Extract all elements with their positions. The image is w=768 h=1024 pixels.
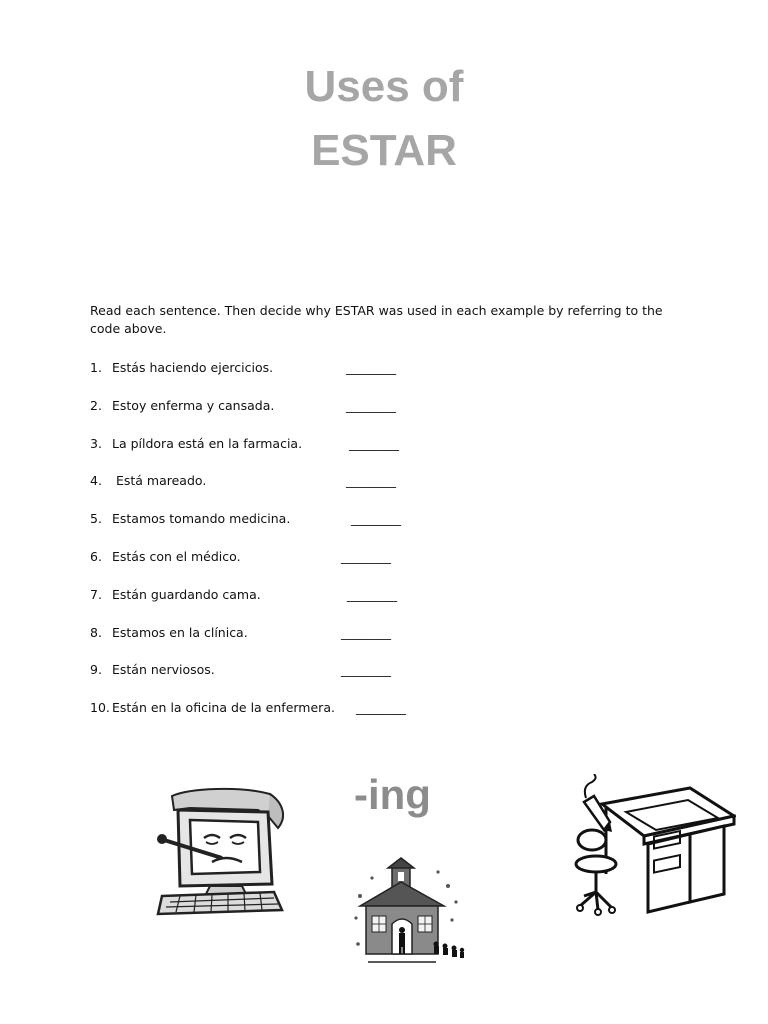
item-number: 8. bbox=[90, 625, 102, 640]
item-sentence: La píldora está en la farmacia. bbox=[112, 436, 303, 451]
exercise-item bbox=[90, 623, 391, 643]
item-sentence: Estoy enferma y cansada. bbox=[112, 398, 275, 413]
answer-blank[interactable]: ________ bbox=[351, 511, 401, 526]
item-number: 5. bbox=[90, 511, 102, 526]
answer-blank[interactable]: ________ bbox=[349, 436, 399, 451]
item-number: 7. bbox=[90, 587, 102, 602]
title-line-2: ESTAR bbox=[311, 126, 457, 175]
answer-blank[interactable]: ________ bbox=[341, 549, 391, 564]
answer-blank[interactable]: ________ bbox=[341, 662, 391, 677]
exercise-item bbox=[90, 660, 391, 680]
exercise-item bbox=[90, 547, 391, 567]
item-number: 10. bbox=[90, 700, 110, 715]
exercise-item bbox=[90, 358, 396, 378]
item-number: 1. bbox=[90, 360, 102, 375]
schoolhouse-icon bbox=[352, 856, 470, 964]
item-sentence: Estamos en la clínica. bbox=[112, 625, 248, 640]
ing-label: -ing bbox=[354, 771, 431, 818]
item-number: 6. bbox=[90, 549, 102, 564]
exercise-item bbox=[90, 698, 406, 718]
title-line-1: Uses of bbox=[304, 62, 464, 111]
item-sentence: Están en la oficina de la enfermera. bbox=[112, 700, 335, 715]
exercise-item bbox=[90, 471, 396, 491]
sick-computer-icon bbox=[150, 786, 290, 918]
item-number: 4. bbox=[90, 473, 102, 488]
item-sentence: Está mareado. bbox=[112, 473, 207, 488]
item-number: 2. bbox=[90, 398, 102, 413]
desk-icon bbox=[572, 774, 736, 920]
exercise-item bbox=[90, 585, 397, 605]
instructions: Read each sentence. Then decide why ESTAR was used in each example by referring to the code above. bbox=[90, 303, 663, 336]
answer-blank[interactable]: ________ bbox=[347, 587, 397, 602]
answer-blank[interactable]: ________ bbox=[346, 398, 396, 413]
answer-blank[interactable]: ________ bbox=[341, 625, 391, 640]
item-number: 9. bbox=[90, 662, 102, 677]
item-number: 3. bbox=[90, 436, 102, 451]
answer-blank[interactable]: ________ bbox=[346, 473, 396, 488]
exercise-item bbox=[90, 396, 396, 416]
item-sentence: Estás con el médico. bbox=[112, 549, 241, 564]
item-sentence: Están nerviosos. bbox=[112, 662, 215, 677]
item-sentence: Estamos tomando medicina. bbox=[112, 511, 291, 526]
item-sentence: Estás haciendo ejercicios. bbox=[112, 360, 274, 375]
item-sentence: Están guardando cama. bbox=[112, 587, 261, 602]
exercise-item bbox=[90, 434, 399, 454]
exercise-item bbox=[90, 509, 401, 529]
answer-blank[interactable]: ________ bbox=[356, 700, 406, 715]
answer-blank[interactable]: ________ bbox=[346, 360, 396, 375]
